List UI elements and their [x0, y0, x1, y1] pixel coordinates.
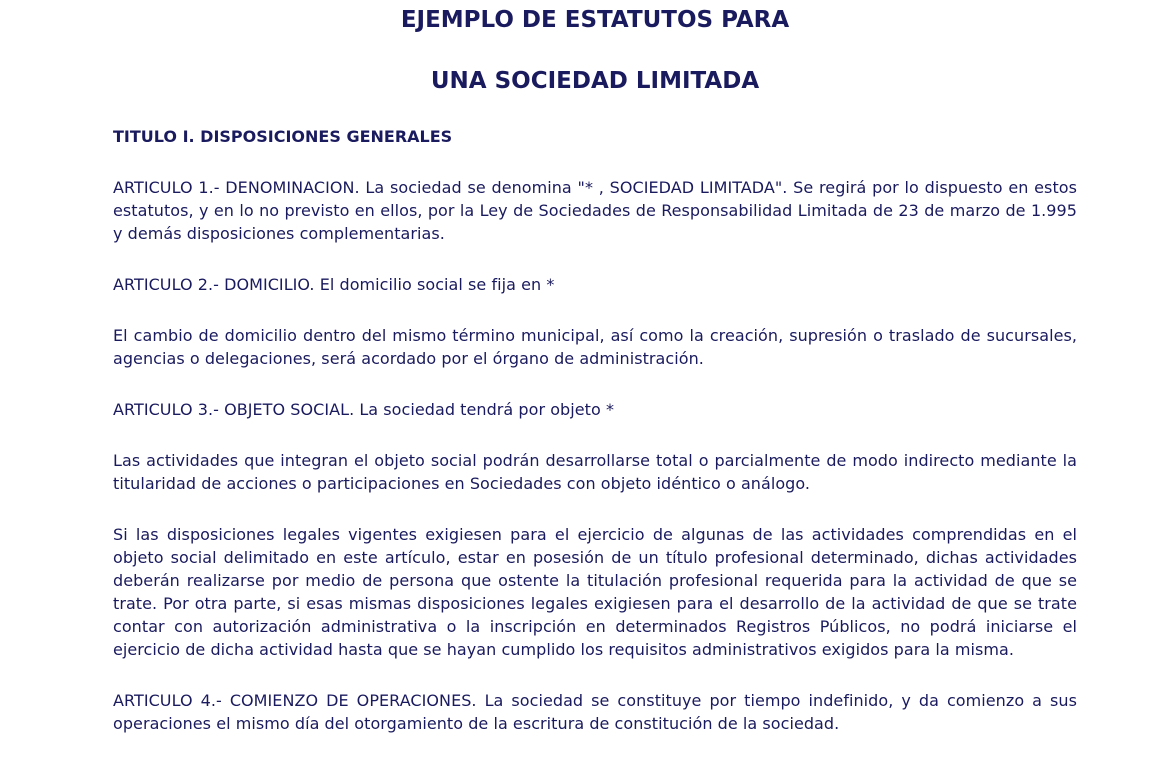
professional-title-paragraph: Si las disposiciones legales vigentes exigiesen para el ejercicio de algunas de las actividades comprendidas en el objeto social delimitado en este artículo, estar en posesión de un título profesional determinado, dichas actividades deberán realizarse por medio de persona que ostente la titulación profesional requerida para la actividad de que se trate. Por otra parte, si esas mismas disposiciones legales exigiesen para el desarrollo de la actividad de que se trate contar con autorización administrativa o la inscripción en determinados Registros Públicos, no podrá iniciarse el ejercicio de dicha actividad hasta que se hayan cumplido los requisitos administrativos exigidos para la misma.	[113, 525, 1077, 659]
indirect-activities-paragraph: Las actividades que integran el objeto social podrán desarrollarse total o parcialmente de modo indirecto mediante la titularidad de acciones o participaciones en Sociedades con objeto idéntico o análogo.	[113, 451, 1077, 493]
document-title-line-2: UNA SOCIEDAD LIMITADA	[430, 68, 760, 94]
article-2-paragraph: ARTICULO 2.- DOMICILIO. El domicilio social se fija en *	[113, 275, 555, 294]
domicile-change-paragraph: El cambio de domicilio dentro del mismo término municipal, así como la creación, supresión o traslado de sucursales, agencias o delegaciones, será acordado por el órgano de administración.	[113, 326, 1077, 368]
document-body	[113, 176, 1077, 760]
article-4-paragraph: ARTICULO 4.- COMIENZO DE OPERACIONES. La sociedad se constituye por tiempo indefinido, y da comienzo a sus operaciones el mismo día del otorgamiento de la escritura de constitución de la sociedad.	[113, 691, 1077, 733]
article-3-paragraph: ARTICULO 3.- OBJETO SOCIAL. La sociedad tendrá por objeto *	[113, 400, 614, 419]
document-title-line-1: EJEMPLO DE ESTATUTOS PARA	[400, 7, 790, 33]
article-1-paragraph: ARTICULO 1.- DENOMINACION. La sociedad se denomina "* , SOCIEDAD LIMITADA". Se regirá por lo dispuesto en estos estatutos, y en lo no previsto en ellos, por la Ley de Sociedades de Responsabilidad Limitada de 23 de marzo de 1.995 y demás disposiciones complementarias.	[113, 178, 1077, 243]
section-heading: TITULO I. DISPOSICIONES GENERALES	[113, 127, 453, 146]
